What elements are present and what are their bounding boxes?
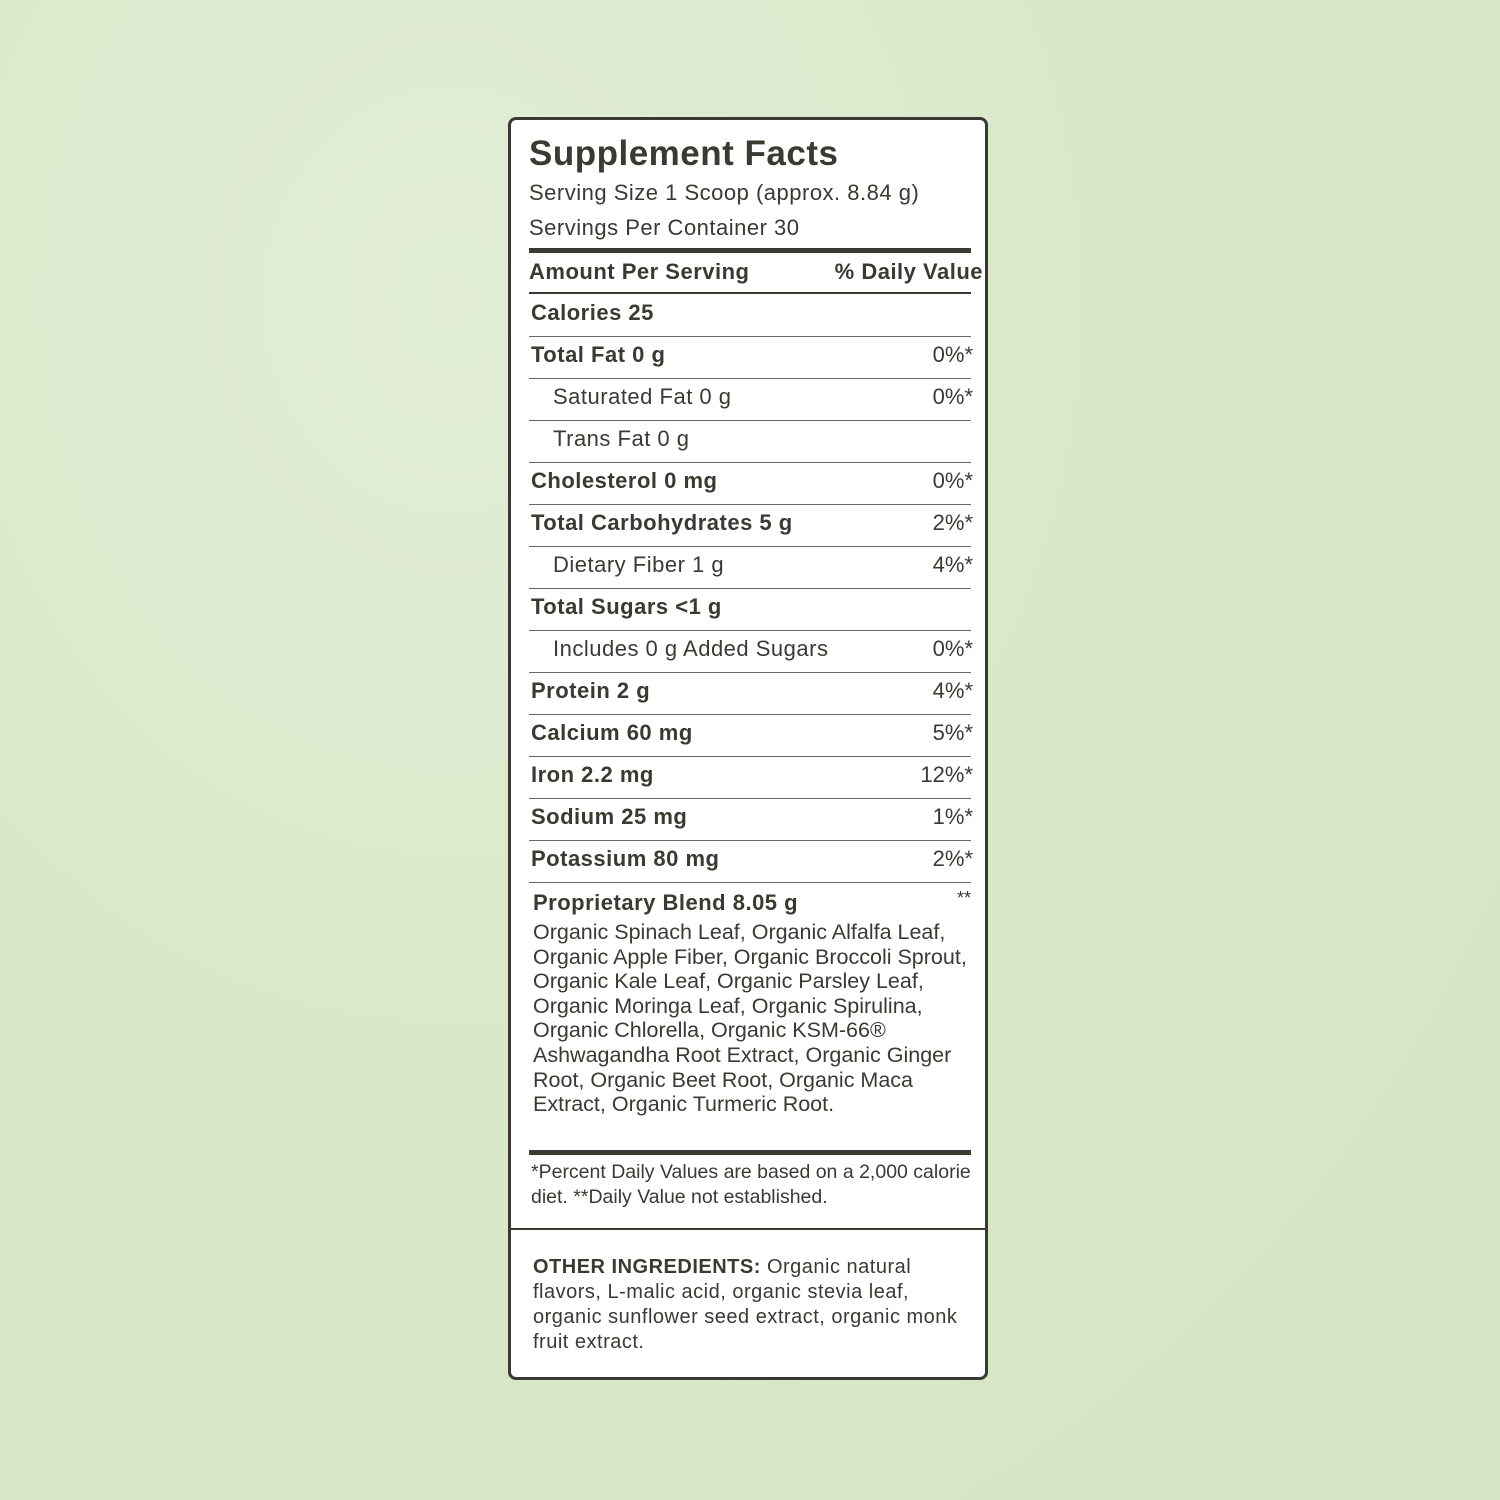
daily-value-footnote: *Percent Daily Values are based on a 2,000 calorie diet. **Daily Value not established.: [531, 1161, 971, 1208]
supplement-facts-panel: [508, 117, 988, 1380]
row-divider: [529, 882, 971, 883]
proprietary-blend-dv: **: [956, 888, 971, 908]
nutrient-row-saturated-fat: [529, 378, 971, 420]
nutrient-row-total-sugars: [529, 588, 971, 630]
nutrient-row-potassium: [529, 840, 971, 882]
other-ingredients: [533, 1255, 979, 1355]
nutrient-name: Includes 0 g Added Sugars: [553, 636, 829, 661]
nutrient-dv: 0%*: [932, 468, 973, 493]
proprietary-blend-ingredients: Organic Spinach Leaf, Organic Alfalfa Leaf, Organic Apple Fiber, Organic Broccoli Sprout, Organic Kale Leaf, Organic Parsley Leaf, Organic Moringa Leaf, Organic Spirulina, Organic Chlorella, Organic KSM-66® Ashwagandha Root Extract, Organic Ginger Root, Organic Beet Root, Organic Maca Extract, Organic Turmeric Root.: [533, 920, 967, 1117]
other-ingredients-label: OTHER INGREDIENTS:: [533, 1256, 761, 1278]
nutrient-dv: 4%*: [932, 678, 973, 703]
nutrient-dv: 0%*: [932, 384, 973, 409]
nutrient-dv: 2%*: [932, 846, 973, 871]
nutrient-dv: 1%*: [932, 804, 973, 829]
nutrient-name: Dietary Fiber 1 g: [553, 552, 725, 577]
nutrient-dv: 0%*: [932, 342, 973, 367]
nutrient-row-iron: [529, 756, 971, 798]
divider-thick: [529, 248, 971, 253]
nutrient-name: Potassium 80 mg: [531, 846, 720, 871]
nutrient-name: Total Sugars <1 g: [531, 594, 722, 619]
nutrient-dv: 5%*: [932, 720, 973, 745]
nutrient-name: Protein 2 g: [531, 678, 651, 703]
calories-row: [529, 294, 971, 336]
divider-thick-bottom: [529, 1150, 971, 1155]
serving-size: Serving Size 1 Scoop (approx. 8.84 g): [529, 180, 920, 205]
nutrient-row-protein: [529, 672, 971, 714]
nutrient-row-total-carbohydrates: [529, 504, 971, 546]
facts-title: Supplement Facts: [529, 134, 839, 173]
nutrient-name: Cholesterol 0 mg: [531, 468, 718, 493]
nutrient-dv: 12%*: [920, 762, 973, 787]
servings-per-container: Servings Per Container 30: [529, 215, 800, 240]
nutrient-row-trans-fat: [529, 420, 971, 462]
calories-label: Calories 25: [531, 300, 654, 325]
nutrient-row-calcium: [529, 714, 971, 756]
nutrient-dv: 0%*: [932, 636, 973, 661]
nutrient-row-cholesterol: [529, 462, 971, 504]
nutrient-name: Trans Fat 0 g: [553, 426, 690, 451]
nutrient-name: Saturated Fat 0 g: [553, 384, 732, 409]
nutrient-name: Total Carbohydrates 5 g: [531, 510, 793, 535]
proprietary-blend-title: Proprietary Blend 8.05 g: [533, 890, 799, 915]
nutrient-name: Total Fat 0 g: [531, 342, 666, 367]
other-ingredients-text: Organic natural flavors, L-malic acid, organic stevia leaf, organic sunflower seed extract, organic monk fruit extract.: [533, 1256, 958, 1353]
nutrient-row-added-sugars: [529, 630, 971, 672]
nutrient-row-total-fat: [529, 336, 971, 378]
nutrient-row-dietary-fiber: [529, 546, 971, 588]
nutrient-name: Calcium 60 mg: [531, 720, 693, 745]
nutrient-dv: 4%*: [932, 552, 973, 577]
nutrient-dv: 2%*: [932, 510, 973, 535]
nutrient-name: Iron 2.2 mg: [531, 762, 654, 787]
amount-per-serving-header: Amount Per Serving: [529, 259, 750, 284]
nutrient-name: Sodium 25 mg: [531, 804, 688, 829]
section-separator: [511, 1228, 985, 1230]
nutrient-row-sodium: [529, 798, 971, 840]
daily-value-header: % Daily Value: [834, 259, 983, 284]
